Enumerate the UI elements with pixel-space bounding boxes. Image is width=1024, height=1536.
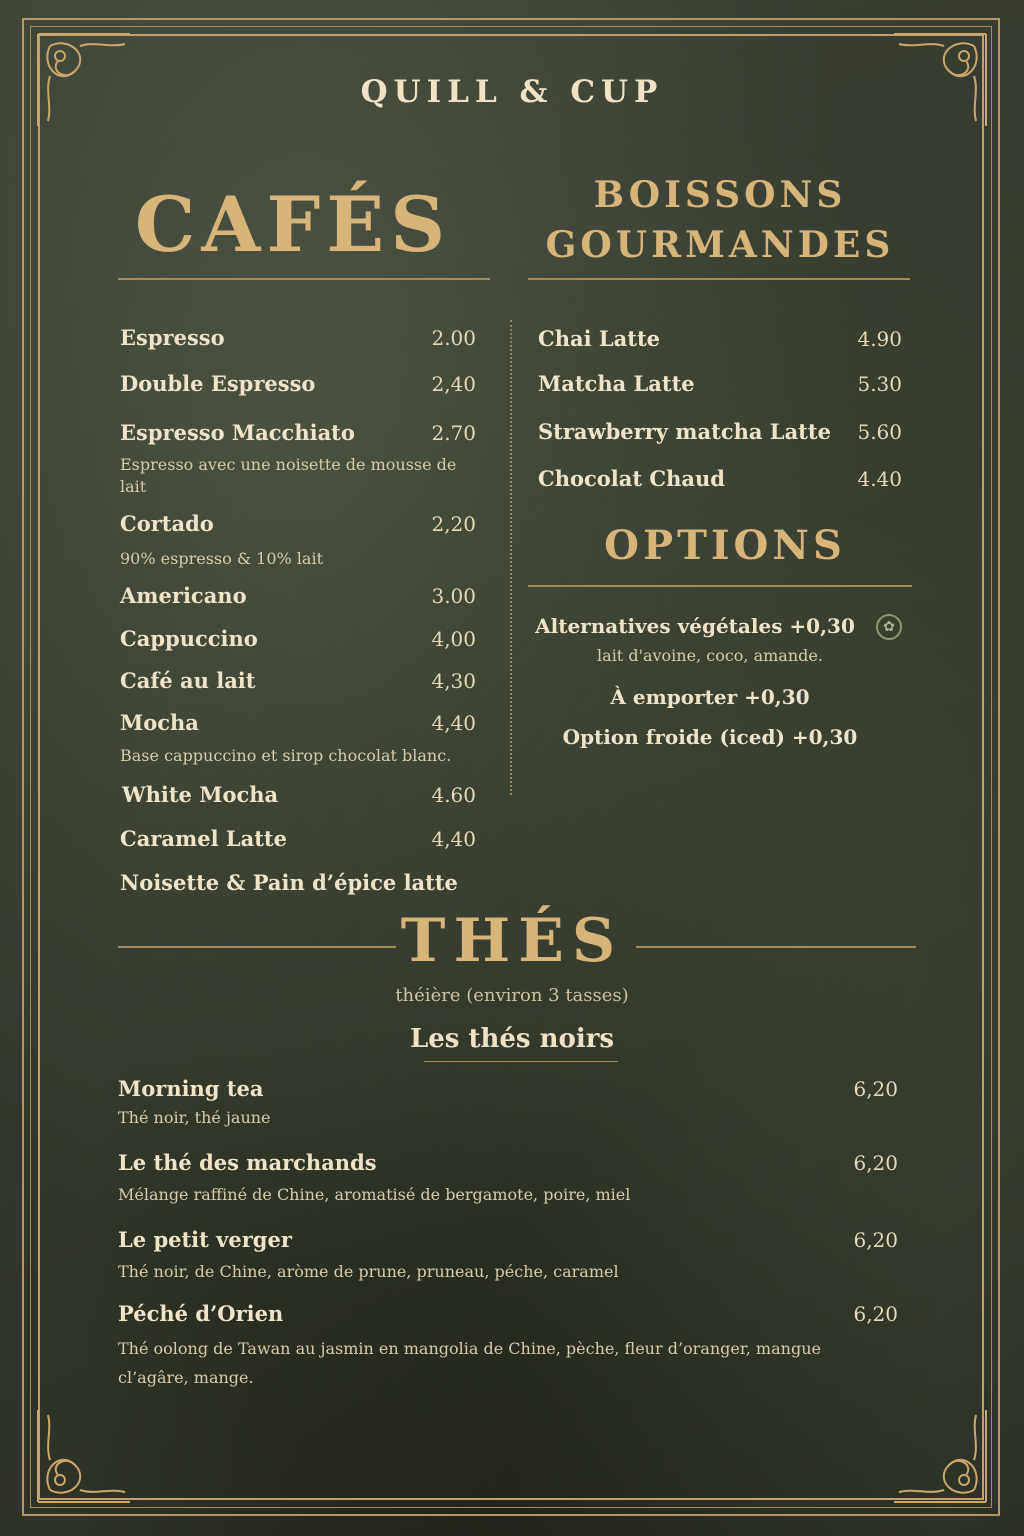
boissons-heading (540, 170, 900, 270)
item-price: 3.00 (431, 584, 476, 608)
item-price: 6,20 (853, 1302, 898, 1326)
item-name: Le thé des marchands (118, 1150, 377, 1175)
item-name: Café au lait (120, 668, 256, 693)
item-description: Mélange raffiné de Chine, aromatisé de bergamote, poire, miel (118, 1185, 631, 1204)
item-description: Thé noir, de Chine, aròme de prune, pruneau, péche, caramel (118, 1262, 619, 1281)
item-price: 4,40 (431, 711, 476, 735)
item-price: 4,00 (431, 627, 476, 651)
menu-item (120, 511, 476, 536)
menu-item (120, 583, 476, 608)
menu-item (120, 870, 476, 895)
item-name: Espresso Macchiato (120, 420, 355, 445)
menu-item (120, 626, 476, 651)
item-name: Americano (120, 583, 247, 608)
item-name: Double Espresso (120, 371, 316, 396)
option-froide: Option froide (iced) +0,30 (562, 725, 858, 749)
item-price: 4.60 (431, 783, 476, 807)
tea-item (118, 1301, 898, 1326)
item-description: Espresso avec une noisette de mousse de lait (120, 455, 457, 496)
item-name: Morning tea (118, 1076, 264, 1101)
item-name: White Mocha (122, 782, 279, 807)
tea-item (118, 1227, 898, 1252)
corner-ornament-icon (884, 1400, 994, 1510)
item-description: Thé oolong de Tawan au jasmin en mangolia de Chine, pèche, fleur d’oranger, mangue cl’agâre, mange. (118, 1339, 821, 1387)
thes-category-rule (424, 1061, 618, 1062)
item-name: Mocha (120, 710, 199, 735)
item-name: Caramel Latte (120, 826, 287, 851)
item-description: 90% espresso & 10% lait (120, 549, 324, 568)
item-description: Base cappuccino et sirop chocolat blanc. (120, 746, 452, 765)
options-rule (528, 585, 912, 587)
menu-item (120, 325, 476, 350)
item-name: Chocolat Chaud (538, 466, 725, 491)
item-price: 6,20 (853, 1228, 898, 1252)
cafes-heading: CAFÉS (134, 180, 452, 269)
menu-item (120, 420, 476, 445)
item-name: Strawberry matcha Latte (538, 419, 831, 444)
menu-item (120, 371, 476, 396)
menu-item (538, 466, 902, 491)
menu-item (122, 782, 476, 807)
thes-heading: THÉS (400, 906, 624, 976)
leaf-icon: ✿ (876, 614, 902, 640)
thes-subtitle: théière (environ 3 tasses) (395, 985, 629, 1006)
option-vegetal: Alternatives végétales +0,30 (535, 614, 855, 638)
cafes-rule (118, 278, 490, 280)
item-price: 2.00 (431, 326, 476, 350)
item-name: Péché d’Orien (118, 1301, 284, 1326)
item-price: 5.60 (857, 420, 902, 444)
option-emporter: À emporter +0,30 (610, 685, 810, 709)
item-description: Thé noir, thé jaune (118, 1108, 271, 1127)
boissons-heading-line2: GOURMANDES (545, 224, 895, 266)
boissons-rule (528, 278, 910, 280)
item-price: 5.30 (857, 372, 902, 396)
item-price: 2,40 (431, 372, 476, 396)
item-price: 6,20 (853, 1151, 898, 1175)
column-divider (510, 320, 512, 795)
item-price: 2.70 (431, 421, 476, 445)
item-price: 4.90 (857, 327, 902, 351)
item-name: Matcha Latte (538, 371, 695, 396)
item-name: Cappuccino (120, 626, 258, 651)
tea-item (118, 1150, 898, 1175)
item-price: 4,30 (431, 669, 476, 693)
item-price: 6,20 (853, 1077, 898, 1101)
item-name: Chai Latte (538, 326, 661, 351)
item-name: Le petit verger (118, 1227, 292, 1252)
menu-item (120, 826, 476, 851)
item-name: Espresso (120, 325, 225, 350)
menu-item (538, 326, 902, 351)
item-price: 2,20 (431, 512, 476, 536)
corner-ornament-icon (30, 1400, 140, 1510)
brand-title: QUILL & CUP (360, 74, 664, 110)
menu-item (538, 419, 902, 444)
options-heading: OPTIONS (604, 522, 846, 569)
item-price: 4.40 (857, 467, 902, 491)
menu-item (538, 371, 902, 396)
item-price: 4,40 (431, 827, 476, 851)
menu-item (120, 710, 476, 735)
item-name: Cortado (120, 511, 214, 536)
option-vegetal-detail: lait d'avoine, coco, amande. (597, 646, 823, 665)
tea-item (118, 1076, 898, 1101)
item-name: Noisette & Pain d’épice latte (120, 870, 458, 895)
thes-category: Les thés noirs (409, 1024, 615, 1054)
boissons-heading-line1: BOISSONS (593, 174, 847, 216)
menu-item (120, 668, 476, 693)
